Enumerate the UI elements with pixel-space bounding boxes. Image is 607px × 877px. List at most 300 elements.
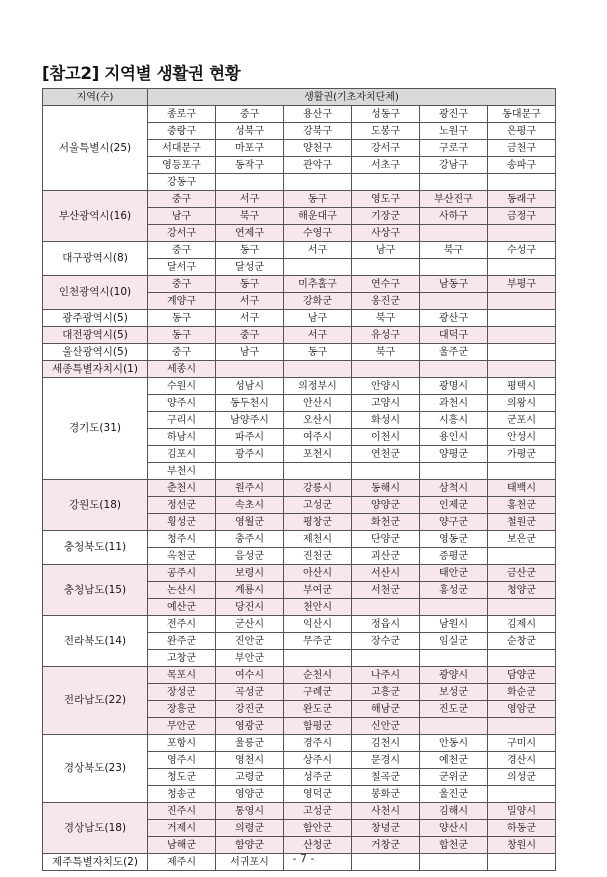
area-cell: [420, 259, 488, 276]
area-cell: [216, 463, 284, 480]
region-name-cell: 광주광역시(5): [43, 310, 148, 327]
area-cell: 하남시: [148, 429, 216, 446]
area-cell: 익산시: [284, 616, 352, 633]
area-cell: 김해시: [420, 803, 488, 820]
area-cell: 중랑구: [148, 123, 216, 140]
area-cell: 동두천시: [216, 395, 284, 412]
area-cell: 예산군: [148, 599, 216, 616]
area-cell: 남구: [148, 208, 216, 225]
area-cell: 김제시: [488, 616, 556, 633]
area-cell: 서구: [216, 293, 284, 310]
area-cell: 보령시: [216, 565, 284, 582]
area-cell: 곡성군: [216, 684, 284, 701]
area-cell: 증평군: [420, 548, 488, 565]
area-cell: 수원시: [148, 378, 216, 395]
area-cell: 칠곡군: [352, 769, 420, 786]
page-title: [참고2] 지역별 생활권 현황: [42, 64, 241, 83]
area-cell: 미추홀구: [284, 276, 352, 293]
area-cell: 사하구: [420, 208, 488, 225]
area-cell: 화성시: [352, 412, 420, 429]
area-cell: 단양군: [352, 531, 420, 548]
area-cell: 서구: [216, 191, 284, 208]
area-cell: 광명시: [420, 378, 488, 395]
area-cell: 태백시: [488, 480, 556, 497]
area-cell: [488, 786, 556, 803]
area-cell: 대덕구: [420, 327, 488, 344]
table-row: [43, 531, 556, 548]
area-cell: 동래구: [488, 191, 556, 208]
region-name-cell: 강원도(18): [43, 480, 148, 531]
area-cell: 영덕군: [284, 786, 352, 803]
area-cell: 경주시: [284, 735, 352, 752]
area-cell: 강릉시: [284, 480, 352, 497]
area-cell: 진안군: [216, 633, 284, 650]
area-cell: 영월군: [216, 514, 284, 531]
table-row: [43, 480, 556, 497]
area-cell: 옥천군: [148, 548, 216, 565]
area-cell: 울진군: [420, 786, 488, 803]
area-cell: 영도구: [352, 191, 420, 208]
area-cell: 수영구: [284, 225, 352, 242]
area-cell: [488, 361, 556, 378]
area-cell: 유성구: [352, 327, 420, 344]
area-cell: 영동군: [420, 531, 488, 548]
region-name-cell: 경기도(31): [43, 378, 148, 480]
area-cell: 군위군: [420, 769, 488, 786]
area-cell: 아산시: [284, 565, 352, 582]
area-cell: 성북구: [216, 123, 284, 140]
region-name-cell: 전라북도(14): [43, 616, 148, 667]
area-cell: 고성군: [284, 803, 352, 820]
area-cell: 동해시: [352, 480, 420, 497]
area-cell: 양양군: [352, 497, 420, 514]
area-cell: 수성구: [488, 242, 556, 259]
area-cell: 서구: [216, 310, 284, 327]
area-cell: [420, 718, 488, 735]
area-cell: 가평군: [488, 446, 556, 463]
area-cell: [216, 361, 284, 378]
region-name-cell: 서울특별시(25): [43, 106, 148, 191]
area-cell: [284, 463, 352, 480]
area-cell: 기장군: [352, 208, 420, 225]
area-cell: 충주시: [216, 531, 284, 548]
area-cell: 의령군: [216, 820, 284, 837]
area-cell: [352, 361, 420, 378]
area-cell: 여주시: [284, 429, 352, 446]
table-row: [43, 344, 556, 361]
area-cell: 창원시: [488, 837, 556, 854]
area-cell: 용산구: [284, 106, 352, 123]
area-cell: 금천구: [488, 140, 556, 157]
area-cell: 북구: [420, 242, 488, 259]
region-name-cell: 부산광역시(16): [43, 191, 148, 242]
area-cell: 경산시: [488, 752, 556, 769]
area-cell: 용인시: [420, 429, 488, 446]
area-cell: 구리시: [148, 412, 216, 429]
area-cell: 평창군: [284, 514, 352, 531]
area-cell: 군포시: [488, 412, 556, 429]
area-cell: 철원군: [488, 514, 556, 531]
area-cell: 무주군: [284, 633, 352, 650]
area-cell: 영천시: [216, 752, 284, 769]
area-cell: 상주시: [284, 752, 352, 769]
area-cell: 노원구: [420, 123, 488, 140]
area-cell: 여수시: [216, 667, 284, 684]
area-cell: 보성군: [420, 684, 488, 701]
area-cell: [488, 718, 556, 735]
region-name-cell: 경상남도(18): [43, 803, 148, 854]
area-cell: [488, 463, 556, 480]
area-cell: 사상구: [352, 225, 420, 242]
area-cell: 무안군: [148, 718, 216, 735]
area-cell: 장흥군: [148, 701, 216, 718]
region-table: [42, 88, 556, 871]
area-cell: 양평군: [420, 446, 488, 463]
area-cell: 양천구: [284, 140, 352, 157]
area-cell: 광양시: [420, 667, 488, 684]
area-cell: 횡성군: [148, 514, 216, 531]
area-cell: 남원시: [420, 616, 488, 633]
area-cell: 천안시: [284, 599, 352, 616]
area-cell: 인제군: [420, 497, 488, 514]
area-cell: 춘천시: [148, 480, 216, 497]
area-cell: 서구: [284, 327, 352, 344]
area-cell: 순창군: [488, 633, 556, 650]
area-cell: 연수구: [352, 276, 420, 293]
area-cell: 공주시: [148, 565, 216, 582]
area-cell: [352, 463, 420, 480]
area-cell: 서대문구: [148, 140, 216, 157]
region-name-cell: 대전광역시(5): [43, 327, 148, 344]
area-cell: 성동구: [352, 106, 420, 123]
area-cell: 진도군: [420, 701, 488, 718]
area-cell: 안산시: [284, 395, 352, 412]
area-cell: 동대문구: [488, 106, 556, 123]
area-cell: 완주군: [148, 633, 216, 650]
area-cell: 태안군: [420, 565, 488, 582]
area-cell: 은평구: [488, 123, 556, 140]
area-cell: 홍성군: [420, 582, 488, 599]
area-cell: 부평구: [488, 276, 556, 293]
area-cell: 중구: [148, 242, 216, 259]
area-cell: 제천시: [284, 531, 352, 548]
area-cell: 음성군: [216, 548, 284, 565]
area-cell: 정선군: [148, 497, 216, 514]
area-cell: 강진군: [216, 701, 284, 718]
area-cell: 화천군: [352, 514, 420, 531]
area-cell: 달성군: [216, 259, 284, 276]
area-cell: 울주군: [420, 344, 488, 361]
area-cell: [488, 225, 556, 242]
area-cell: 논산시: [148, 582, 216, 599]
area-cell: 성남시: [216, 378, 284, 395]
region-name-cell: 대구광역시(8): [43, 242, 148, 276]
area-cell: 포천시: [284, 446, 352, 463]
area-cell: 광진구: [420, 106, 488, 123]
area-cell: 구례군: [284, 684, 352, 701]
area-cell: 거창군: [352, 837, 420, 854]
area-cell: 영등포구: [148, 157, 216, 174]
area-cell: 군산시: [216, 616, 284, 633]
area-cell: 중구: [216, 327, 284, 344]
area-cell: 울릉군: [216, 735, 284, 752]
area-cell: 청양군: [488, 582, 556, 599]
area-cell: 구미시: [488, 735, 556, 752]
area-cell: 평택시: [488, 378, 556, 395]
area-cell: 동구: [216, 276, 284, 293]
area-cell: 중구: [216, 106, 284, 123]
area-cell: 봉화군: [352, 786, 420, 803]
area-cell: [488, 548, 556, 565]
area-cell: 종로구: [148, 106, 216, 123]
area-cell: 남동구: [420, 276, 488, 293]
area-cell: 영광군: [216, 718, 284, 735]
area-cell: 고창군: [148, 650, 216, 667]
table-header-row: [43, 89, 556, 106]
area-cell: 문경시: [352, 752, 420, 769]
table-row: [43, 327, 556, 344]
area-cell: 이천시: [352, 429, 420, 446]
area-cell: 서천군: [352, 582, 420, 599]
area-cell: 속초시: [216, 497, 284, 514]
area-cell: 중구: [148, 191, 216, 208]
area-cell: 신안군: [352, 718, 420, 735]
area-cell: 밀양시: [488, 803, 556, 820]
table-row: [43, 616, 556, 633]
area-cell: 부안군: [216, 650, 284, 667]
area-cell: 함양군: [216, 837, 284, 854]
area-cell: 임실군: [420, 633, 488, 650]
area-cell: 강서구: [352, 140, 420, 157]
area-cell: 삼척시: [420, 480, 488, 497]
area-cell: [488, 293, 556, 310]
area-cell: 진천군: [284, 548, 352, 565]
area-cell: 동구: [148, 327, 216, 344]
area-cell: [352, 174, 420, 191]
area-cell: 청주시: [148, 531, 216, 548]
area-cell: 동구: [284, 344, 352, 361]
area-cell: 제주시: [148, 854, 216, 871]
area-cell: 서산시: [352, 565, 420, 582]
area-cell: 양주시: [148, 395, 216, 412]
area-cell: 완도군: [284, 701, 352, 718]
area-cell: 동구: [216, 242, 284, 259]
region-name-cell: 제주특별자치도(2): [43, 854, 148, 871]
area-cell: 함평군: [284, 718, 352, 735]
table-row: [43, 803, 556, 820]
area-cell: 광주시: [216, 446, 284, 463]
area-cell: 순천시: [284, 667, 352, 684]
table-row: [43, 276, 556, 293]
area-cell: 강서구: [148, 225, 216, 242]
area-cell: 북구: [352, 310, 420, 327]
area-cell: 영암군: [488, 701, 556, 718]
area-cell: 연제구: [216, 225, 284, 242]
area-cell: 부산진구: [420, 191, 488, 208]
area-cell: [488, 327, 556, 344]
area-cell: 장수군: [352, 633, 420, 650]
area-cell: [488, 344, 556, 361]
area-cell: 계룡시: [216, 582, 284, 599]
area-cell: 달서구: [148, 259, 216, 276]
area-cell: 광산구: [420, 310, 488, 327]
area-cell: 시흥시: [420, 412, 488, 429]
area-cell: 영양군: [216, 786, 284, 803]
area-cell: 금산군: [488, 565, 556, 582]
table-row: [43, 310, 556, 327]
region-name-cell: 울산광역시(5): [43, 344, 148, 361]
area-cell: 청송군: [148, 786, 216, 803]
area-cell: 옹진군: [352, 293, 420, 310]
area-cell: 김천시: [352, 735, 420, 752]
area-cell: 오산시: [284, 412, 352, 429]
area-cell: 의성군: [488, 769, 556, 786]
area-cell: 안동시: [420, 735, 488, 752]
area-cell: 과천시: [420, 395, 488, 412]
page-number: - 7 -: [292, 852, 315, 865]
table-row: [43, 361, 556, 378]
area-cell: 연천군: [352, 446, 420, 463]
area-cell: 구로구: [420, 140, 488, 157]
region-name-cell: 전라남도(22): [43, 667, 148, 735]
area-cell: 하동군: [488, 820, 556, 837]
area-cell: [352, 599, 420, 616]
area-cell: 나주시: [352, 667, 420, 684]
area-cell: 원주시: [216, 480, 284, 497]
region-name-cell: 인천광역시(10): [43, 276, 148, 310]
area-cell: [420, 293, 488, 310]
area-cell: 통영시: [216, 803, 284, 820]
area-cell: 강동구: [148, 174, 216, 191]
area-cell: 보은군: [488, 531, 556, 548]
table-row: [43, 242, 556, 259]
header-areas: 생활권(기초자치단체): [148, 89, 556, 106]
area-cell: 성주군: [284, 769, 352, 786]
area-cell: 남구: [352, 242, 420, 259]
area-cell: 청도군: [148, 769, 216, 786]
area-cell: 강북구: [284, 123, 352, 140]
area-cell: 고령군: [216, 769, 284, 786]
area-cell: 부여군: [284, 582, 352, 599]
area-cell: [420, 361, 488, 378]
area-cell: 남구: [284, 310, 352, 327]
area-cell: 계양구: [148, 293, 216, 310]
area-cell: 포항시: [148, 735, 216, 752]
area-cell: 동구: [148, 310, 216, 327]
region-name-cell: 충청북도(11): [43, 531, 148, 565]
area-cell: 고양시: [352, 395, 420, 412]
area-cell: 서초구: [352, 157, 420, 174]
area-cell: 화순군: [488, 684, 556, 701]
area-cell: 중구: [148, 276, 216, 293]
area-cell: 중구: [148, 344, 216, 361]
area-cell: 김포시: [148, 446, 216, 463]
area-cell: 홍천군: [488, 497, 556, 514]
area-cell: 안양시: [352, 378, 420, 395]
table-row: [43, 735, 556, 752]
area-cell: [420, 225, 488, 242]
area-cell: 북구: [352, 344, 420, 361]
table-body: [43, 106, 556, 871]
area-cell: [284, 650, 352, 667]
area-cell: 담양군: [488, 667, 556, 684]
area-cell: 관악구: [284, 157, 352, 174]
area-cell: [352, 650, 420, 667]
table-row: [43, 667, 556, 684]
area-cell: [488, 174, 556, 191]
area-cell: 남양주시: [216, 412, 284, 429]
area-cell: 서귀포시: [216, 854, 284, 871]
area-cell: 괴산군: [352, 548, 420, 565]
area-cell: [488, 310, 556, 327]
area-cell: 안성시: [488, 429, 556, 446]
area-cell: [284, 361, 352, 378]
area-cell: [352, 259, 420, 276]
area-cell: 세종시: [148, 361, 216, 378]
area-cell: 전주시: [148, 616, 216, 633]
region-name-cell: 세종특별자치시(1): [43, 361, 148, 378]
area-cell: 사천시: [352, 803, 420, 820]
area-cell: [488, 259, 556, 276]
area-cell: 진주시: [148, 803, 216, 820]
area-cell: 양산시: [420, 820, 488, 837]
area-cell: 해남군: [352, 701, 420, 718]
area-cell: [284, 174, 352, 191]
area-cell: 강남구: [420, 157, 488, 174]
area-cell: [420, 599, 488, 616]
area-cell: 동작구: [216, 157, 284, 174]
area-cell: 해운대구: [284, 208, 352, 225]
area-cell: [216, 174, 284, 191]
area-cell: 합천군: [420, 837, 488, 854]
area-cell: 강화군: [284, 293, 352, 310]
area-cell: 금정구: [488, 208, 556, 225]
area-cell: 양구군: [420, 514, 488, 531]
area-cell: 파주시: [216, 429, 284, 446]
area-cell: 고성군: [284, 497, 352, 514]
area-cell: 창녕군: [352, 820, 420, 837]
area-cell: [284, 259, 352, 276]
area-cell: 함안군: [284, 820, 352, 837]
header-region: 지역(수): [43, 89, 148, 106]
area-cell: 북구: [216, 208, 284, 225]
area-cell: 송파구: [488, 157, 556, 174]
area-cell: 고흥군: [352, 684, 420, 701]
area-cell: 도봉구: [352, 123, 420, 140]
area-cell: 산청군: [284, 837, 352, 854]
area-cell: 부천시: [148, 463, 216, 480]
area-cell: [420, 650, 488, 667]
area-cell: 남해군: [148, 837, 216, 854]
table-row: [43, 106, 556, 123]
region-name-cell: 충청남도(15): [43, 565, 148, 616]
area-cell: 목포시: [148, 667, 216, 684]
area-cell: 남구: [216, 344, 284, 361]
area-cell: 영주시: [148, 752, 216, 769]
area-cell: 의왕시: [488, 395, 556, 412]
area-cell: [488, 599, 556, 616]
area-cell: 거제시: [148, 820, 216, 837]
area-cell: 의정부시: [284, 378, 352, 395]
table-row: [43, 191, 556, 208]
area-cell: 당진시: [216, 599, 284, 616]
area-cell: 장성군: [148, 684, 216, 701]
region-name-cell: 경상북도(23): [43, 735, 148, 803]
area-cell: 서구: [284, 242, 352, 259]
table-row: [43, 565, 556, 582]
area-cell: [420, 463, 488, 480]
area-cell: 동구: [284, 191, 352, 208]
